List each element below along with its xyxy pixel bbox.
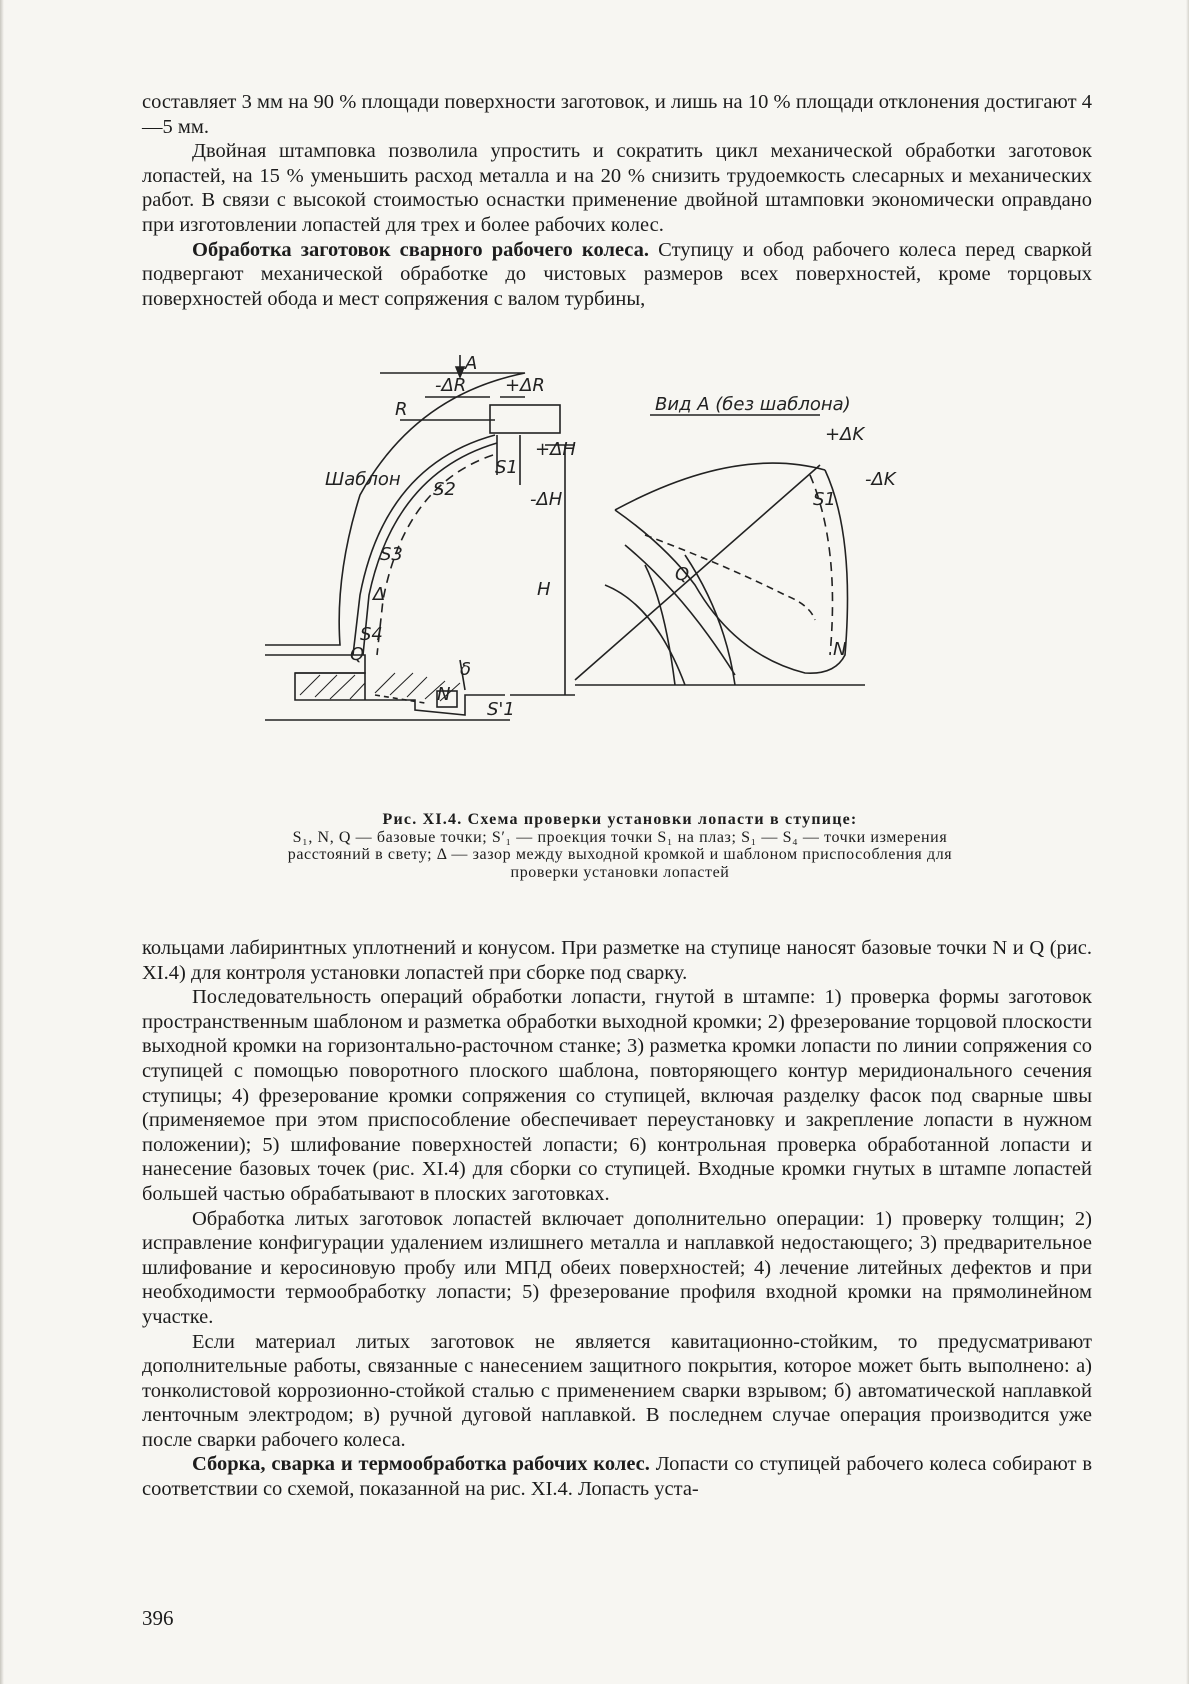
figure-drawing	[265, 355, 1110, 785]
label-s2: S2	[433, 479, 456, 500]
label-delta: Δ	[373, 584, 386, 605]
label-q-right: Q	[675, 564, 690, 585]
heading-welded: Обработка заготовок сварного рабочего колеса.	[192, 238, 650, 261]
label-minus-dr: -ΔR	[435, 375, 467, 396]
paragraph-welded	[142, 238, 1092, 312]
paragraph-top-1: составляет 3 мм на 90 % площади поверхности заготовок, и лишь на 10 % площади отклонения достигают 4—5 мм.	[142, 91, 1092, 138]
page-number: 396	[142, 1606, 174, 1630]
paragraph-top-2: Двойная штамповка позволила упростить и сократить цикл механической обработки заготовок лопастей, на 15 % уменьшить расход металла и на 20 % снизить трудоемкость слесарных и механических работ. В связи с высокой стоимостью оснастки применение двойной штамповки экономически оправдано при изготовлении лопастей для трех и более рабочих колес.	[142, 140, 1092, 236]
label-r: R	[395, 399, 408, 420]
blade-outline-top	[615, 463, 825, 510]
heading-assembly: Сборка, сварка и термообработка рабочих колес.	[192, 1453, 650, 1476]
bottom-text-block	[142, 936, 1092, 1502]
label-n-right: N	[833, 639, 847, 660]
label-s1-right: S1	[813, 489, 836, 510]
label-arrow-a: A	[465, 355, 478, 374]
label-plus-dk: +ΔK	[825, 424, 865, 445]
label-s3: S3	[380, 544, 403, 565]
label-deltasmall: δ	[460, 659, 472, 680]
top-text-block	[142, 90, 1092, 311]
label-s1: S1	[495, 457, 518, 478]
label-q: Q	[350, 644, 365, 665]
hatch-hub	[300, 673, 460, 701]
paragraph-bottom-2: Последовательность операций обработки лопасти, гнутой в штампе: 1) проверка формы заготовок пространственным шаблоном и разметка обработки выходной кромки; 2) фрезерование торцовой плоскости выходной кромки на горизонтально-расточном станке; 3) разметка кромки лопасти по линии сопряжения со ступицей с помощью поворотного плоского шаблона, повторяющего контур меридионального сечения ступицы; 4) фрезерование кромки сопряжения со ступицей, включая разделку фасок под сварные швы (применяемое при этом приспособление обеспечивает переустановку и закрепление лопасти в нужном положении); 5) шлифование поверхностей лопасти; 6) контрольная проверка обработанной лопасти и нанесение базовых точек (рис. XI.4) для сборки со ступицей. Входные кромки гнутых в штампе лопастей большей частью обрабатывают в плоских заготовках.	[142, 986, 1092, 1205]
label-plus-dr: +ΔR	[505, 375, 545, 396]
label-s1-prime: S'1	[487, 699, 515, 720]
label-h: H	[537, 579, 551, 600]
label-minus-dh: -ΔH	[530, 489, 563, 510]
text-welded: Ступицу и обод рабочего колеса перед сваркой подвергают механической обработке до чистовых размеров всех поверхностей, кроме торцовых поверхностей обода и мест сопряжения с валом турбины,	[142, 238, 1093, 310]
paragraph-bottom-1: кольцами лабиринтных уплотнений и конусом. При разметке на ступице наносят базовые точки N и Q (рис. XI.4) для контроля установки лопастей при сборке под сварку.	[142, 937, 1092, 984]
caption-text: S₁, N, Q — базовые точки; S′₁ — проекция точки S₁ на плаз; S₁ — S₄ — точки измерения расстояний в свету; Δ — зазор между выходной кромкой и шаблоном приспособления для проверки установки лопастей	[287, 828, 953, 881]
label-template: Шаблон	[325, 469, 401, 490]
scan-edge-left	[0, 0, 4, 1684]
template-outer-arc	[353, 435, 495, 655]
label-plus-dh: +ΔH	[535, 439, 576, 460]
label-view-a: Вид А (без шаблона)	[655, 394, 851, 415]
caption-title: Рис. XI.4. Схема проверки установки лопасти в ступице:	[382, 811, 858, 828]
text-assembly: Лопасти со ступицей рабочего колеса собирают в соответствии со схемой, показанной на рис. XI.4. Лопасть уста-	[142, 1453, 1092, 1501]
paragraph-bottom-4: Если материал литых заготовок не является кавитационно-стойким, то предусматривают дополнительные работы, связанные с нанесением защитного покрытия, которое может быть выполнено: а) тонколистовой коррозионно-стойкой сталью с применением сварки взрывом; б) автоматической наплавкой ленточным электродом; в) ручной дуговой наплавкой. В последнем случае операция производится уже после сварки рабочего колеса.	[142, 1330, 1092, 1451]
figure-xi-4	[265, 355, 1110, 785]
label-s4: S4	[360, 624, 383, 645]
paragraph-bottom-3: Обработка литых заготовок лопастей включает дополнительно операции: 1) проверку толщин; 2) исправление конфигурации удалением излишнего металла и наплавкой недостающего; 3) предварительное шлифование и керосиновую пробу или МПД обеих поверхностей; 4) лечение литейных дефектов и при необходимости термообработку лопасти; 5) фрезерование профиля входной кромки на прямолинейном участке.	[142, 1207, 1092, 1328]
template-bar	[490, 405, 560, 433]
label-n: N	[437, 684, 451, 705]
figure-caption	[270, 811, 970, 881]
paragraph-assembly	[142, 1452, 1092, 1501]
label-minus-dk: -ΔK	[865, 469, 896, 490]
diagonal-right	[575, 465, 820, 680]
